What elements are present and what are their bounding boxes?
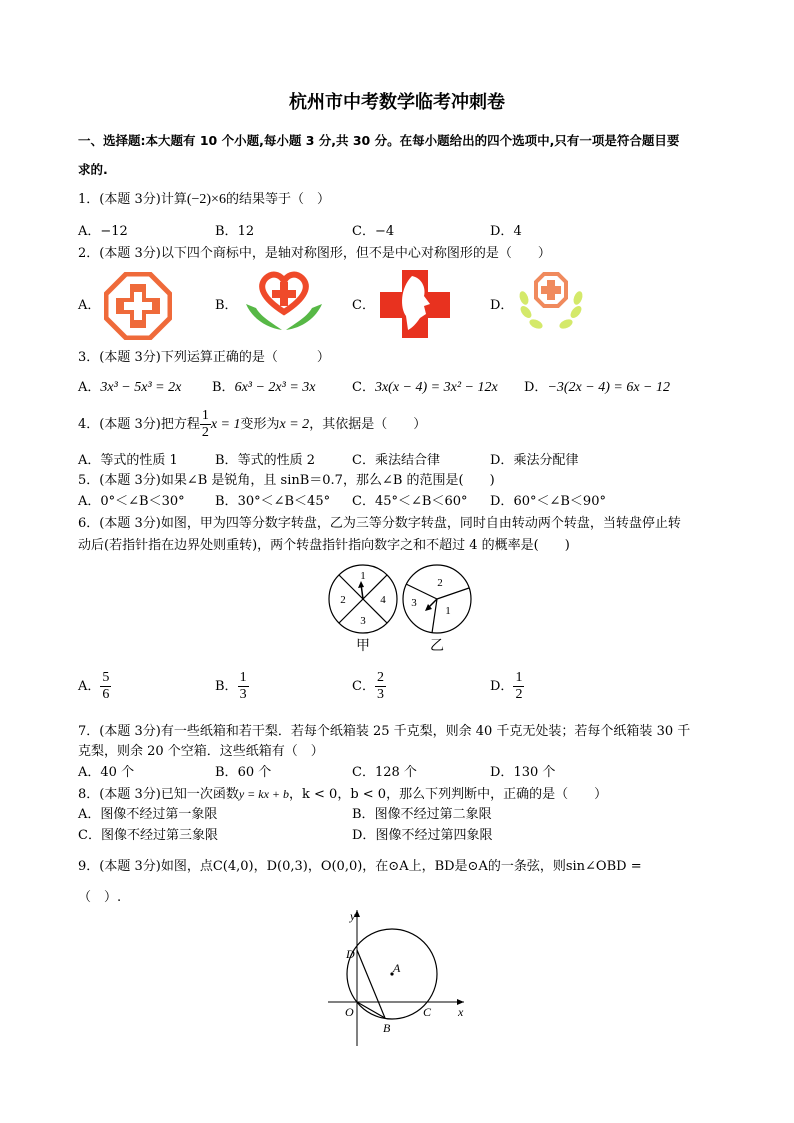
q1-stem [78,190,330,210]
q4-stem [78,408,426,441]
q3-option-d: D．−3(2x − 4) = 6x − 12 [524,380,670,395]
q6-stem-line2: 动后(若指针指在边界处则重转)，两个转盘指针指向数字之和不超过 4 的概率是( ) [78,538,570,553]
q4-stem-e: ，其依据是（ ） [309,416,427,432]
spinner-jia-num-4: 4 [380,594,386,606]
q4-option-a: A．等式的性质 1 [78,453,178,468]
q4-stem-a: 4．(本题 3分)把方程 [78,416,200,432]
q7-stem-line2: 克梨，则余 20 个空箱．这些纸箱有（ ） [78,744,324,759]
spinner-yi-num-3: 3 [411,597,417,609]
q8-option-b: B．图像不经过第二象限 [352,807,492,822]
q6-option-a: A． $\frac{5}{6}$ [78,670,110,702]
q9-stem-line2: （ ）. [78,890,122,905]
q5-option-d: D．60°＜∠B＜90° [490,494,606,509]
q3-option-b: B．6x³ − 2x³ = 3x [212,380,316,395]
q9-label-x: x [458,1005,464,1019]
section-header-line2: 求的. [78,162,108,177]
q6-option-c: C． $\frac{2}{3}$ [352,670,384,702]
logo-b-heart-hands-icon [242,268,326,338]
q9-label-y: y [350,909,356,923]
q1-stem-a: 1．(本题 3分)计算 [78,192,187,207]
q5-option-a: A．0°＜∠B＜30° [78,494,185,509]
q4-eq1: x = 1 [210,416,241,432]
q8-stem-a: 8．(本题 3分)已知一次函数 [78,787,239,802]
q4-option-b: B．等式的性质 2 [215,453,315,468]
q8-stem [78,784,607,805]
q4-stem-c: 变形为 [240,416,280,432]
q1-expr: (−2)×6 [186,192,226,207]
spinner-yi-label: 乙 [430,639,444,654]
q7-option-c: C．128 个 [352,765,417,780]
page-title: 杭州市中考数学临考冲刺卷 [289,92,505,113]
q4-fraction: $\frac{1}{2}$ [201,408,209,440]
q9-label-d: D [346,947,355,961]
logo-d-cross-laurel-icon [514,268,588,338]
q7-option-b: B．60 个 [215,765,272,780]
q3-option-c: C．3x(x − 4) = 3x² − 12x [352,380,498,395]
spinner-yi-num-2: 2 [437,577,443,589]
section-header-line1: 一、选择题:本大题有 10 个小题,每小题 3 分,共 30 分。在每小题给出的四个选项中,只有一项是符合题目要 [78,133,680,148]
q9-label-b: B [383,1021,391,1035]
q1-stem-b: 的结果等于（ ） [225,192,330,207]
q1-option-d: D．4 [490,224,522,239]
q7-stem-line1: 7．(本题 3分)有一些纸箱和若干梨．若每个纸箱装 25 千克梨，则余 40 千克无处装；若每个纸箱装 30 千 [78,724,691,739]
q8-stem-b: ，k < 0，b < 0，那么下列判断中，正确的是（ ） [289,787,608,802]
q3-option-a: A．3x³ − 5x³ = 2x [78,380,182,395]
logo-c-cross-face-icon [378,268,452,340]
q6-option-d: D． $\frac{1}{2}$ [490,670,523,702]
q8-option-a: A．图像不经过第一象限 [78,807,218,822]
q8-option-d: D．图像不经过第四象限 [352,828,493,843]
q9-label-c: C [423,1005,432,1019]
spinner-jia-num-1: 1 [360,570,366,582]
q1-option-c: C．−4 [352,224,395,239]
q2-option-a-label: A． [78,298,101,313]
q4-eq2: x = 2 [279,416,310,432]
q8-func: y = kx + b [238,787,290,801]
q6-stem-line1: 6．(本题 3分)如图，甲为四等分数字转盘，乙为三等分数字转盘，同时自由转动两个转盘，当转盘停止转 [78,516,681,531]
q5-option-b: B．30°＜∠B＜45° [215,494,331,509]
q5-stem: 5．(本题 3分)如果∠B 是锐角，且 sinB＝0.7，那么∠B 的范围是( ) [78,473,495,488]
q2-option-d-label: D． [490,298,514,313]
q2-option-b-label: B． [215,298,238,313]
q8-option-c: C．图像不经过第三象限 [78,828,218,843]
q2-option-c-label: C． [352,298,375,313]
spinner-jia [326,562,402,654]
q9-stem-line1: 9．(本题 3分)如图，点C(4,0)，D(0,3)，O(0,0)，在⊙A上，BD是⊙A的一条弦，则sin∠OBD = [78,859,642,874]
spinner-jia-num-3: 3 [360,615,366,627]
q1-option-b: B．12 [215,224,255,239]
q2-stem: 2．(本题 3分)以下四个商标中，是轴对称图形，但不是中心对称图形的是（ ） [78,246,551,261]
spinner-yi [400,562,476,654]
q9-label-a: A [393,961,401,975]
q4-option-c: C．乘法结合律 [352,453,440,468]
logo-a-cross-icon [104,272,172,340]
q1-option-a: A．−12 [78,224,128,239]
q5-option-c: C．45°＜∠B＜60° [352,494,468,509]
q9-label-o: O [345,1005,354,1019]
spinner-yi-num-1: 1 [445,605,451,617]
spinner-jia-label: 甲 [356,639,370,654]
q3-stem: 3．(本题 3分)下列运算正确的是（ ） [78,350,330,365]
q6-option-b: B． $\frac{1}{3}$ [215,670,247,702]
q7-option-a: A．40 个 [78,765,135,780]
q4-option-d: D．乘法分配律 [490,453,579,468]
q9-circle-figure [320,906,470,1050]
q7-option-d: D．130 个 [490,765,556,780]
spinner-jia-num-2: 2 [340,594,346,606]
